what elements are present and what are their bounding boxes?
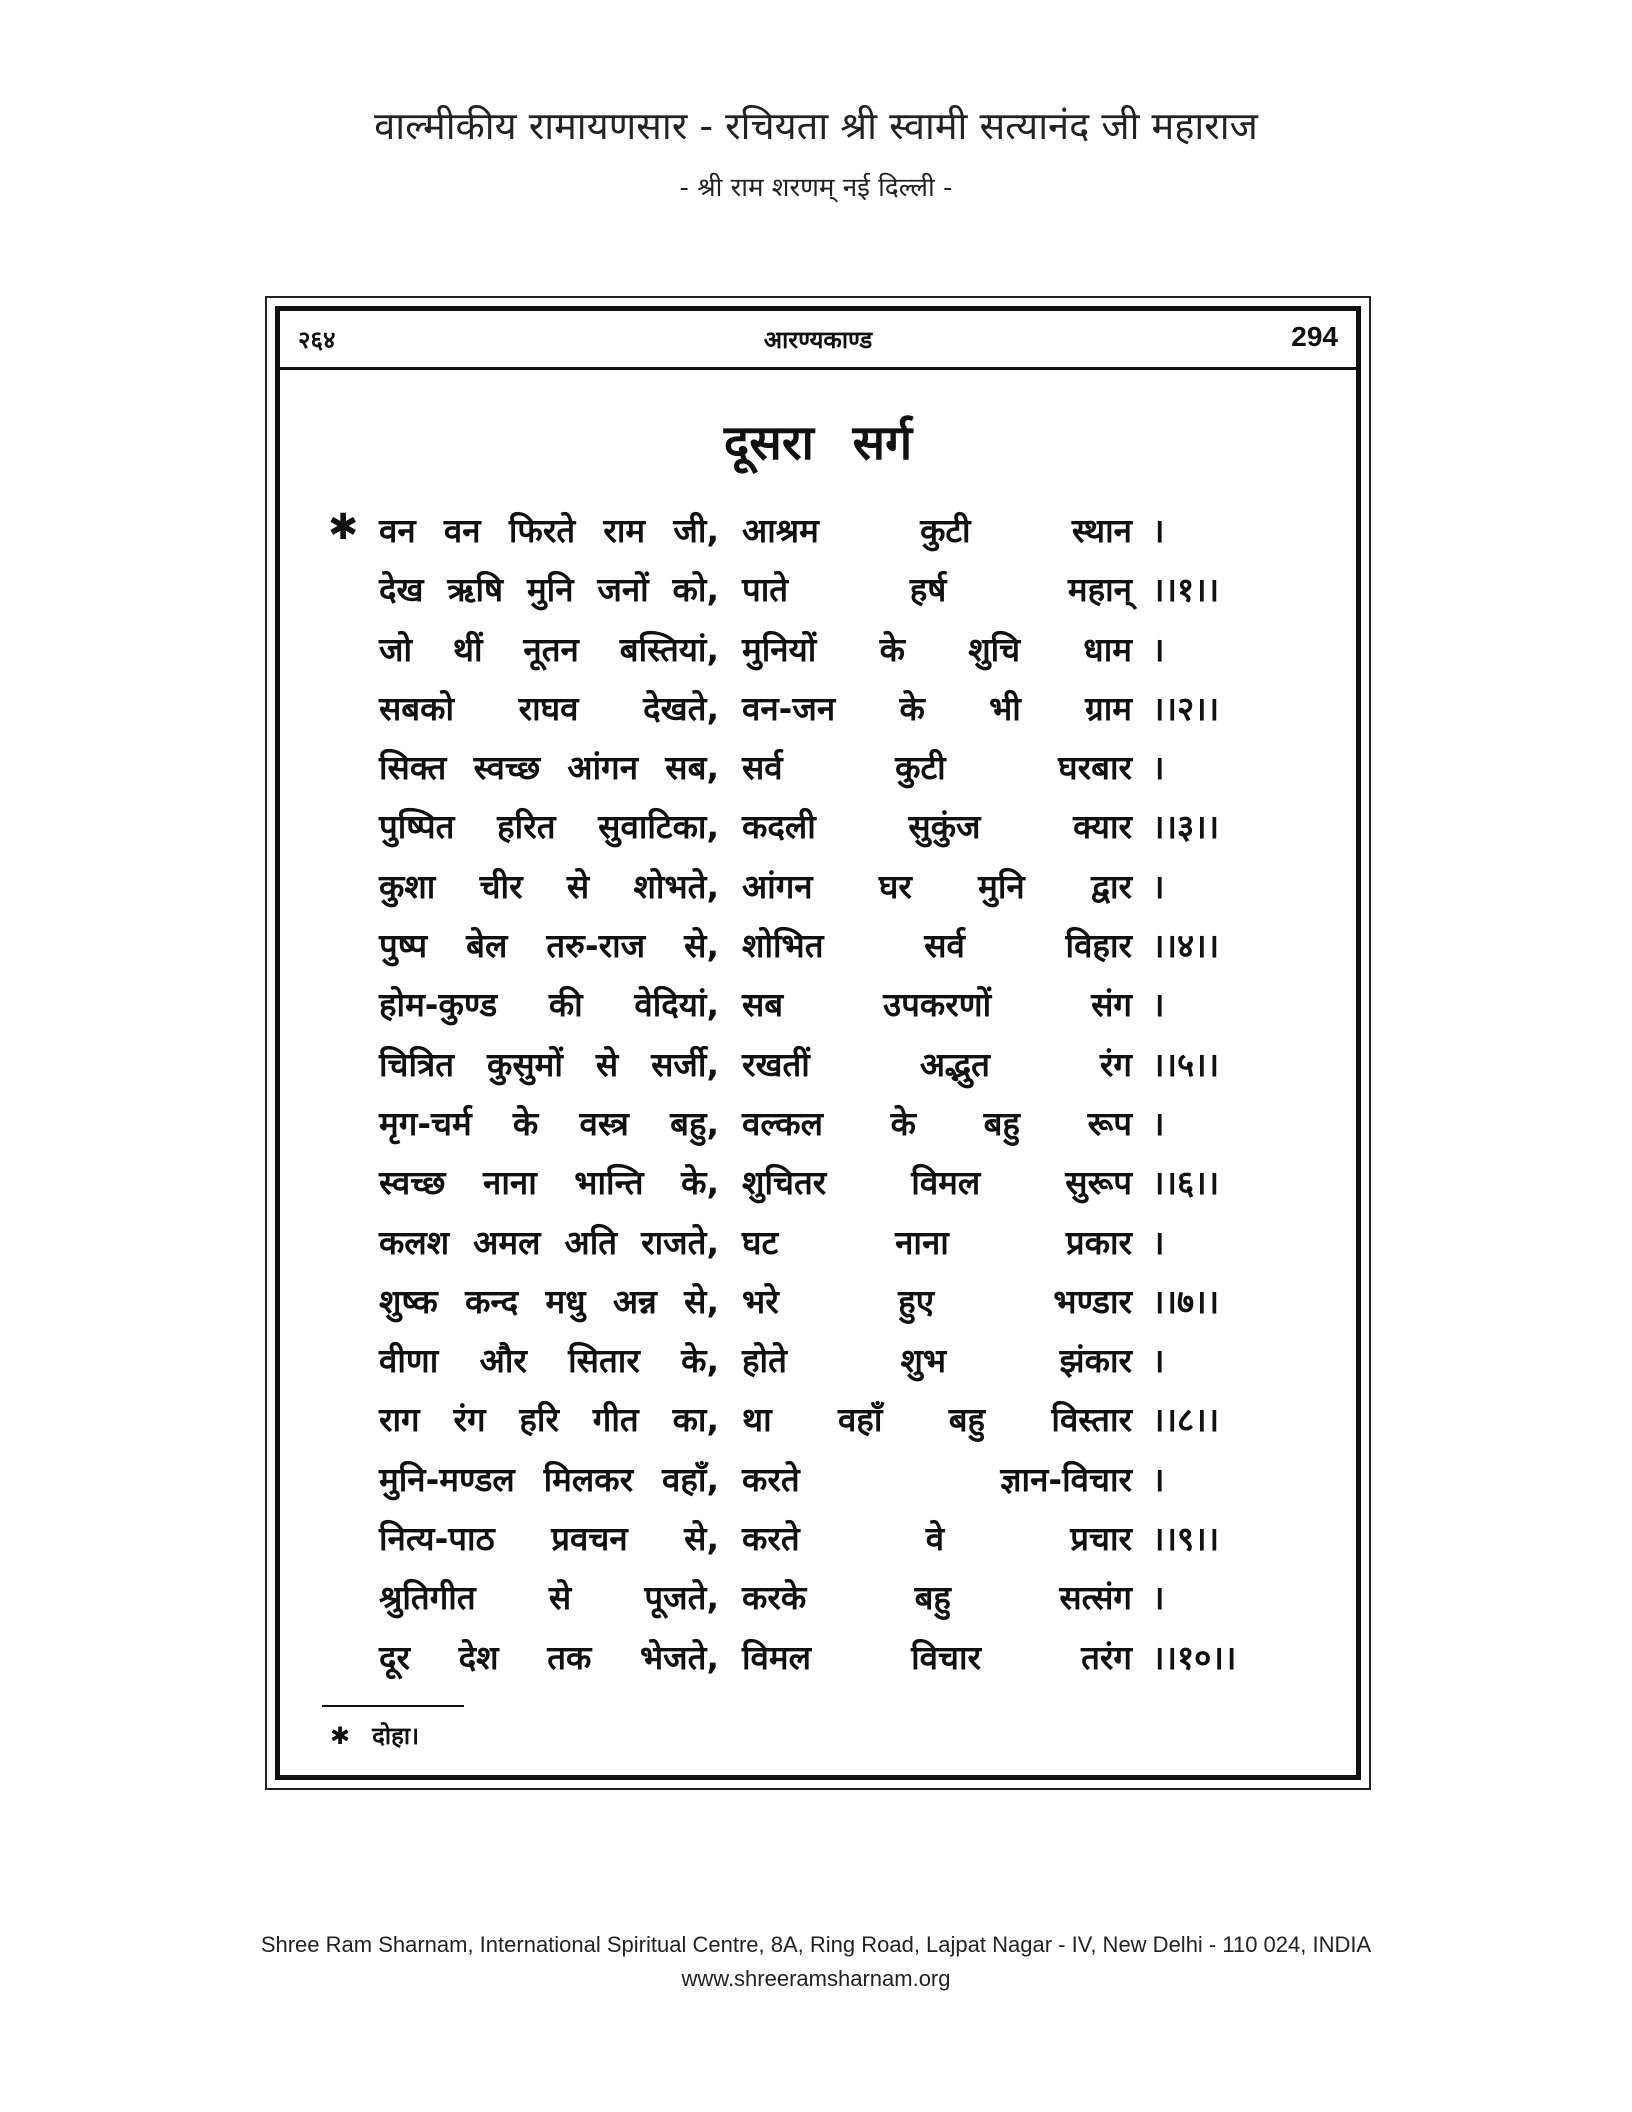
verse-end-marker: ।।५।। xyxy=(1152,1044,1220,1084)
verse-end-marker: । xyxy=(1152,1578,1165,1618)
verse-end-marker: । xyxy=(1152,866,1165,906)
verse-line xyxy=(280,1153,1356,1212)
document-subtitle: - श्री राम शरणम् नई दिल्ली - xyxy=(679,173,953,203)
verse-first-half: नित्य-पाठ प्रवचन से, xyxy=(379,1519,719,1559)
verse-second-half: आंगन घर मुनि द्वार xyxy=(742,866,1132,906)
verse-second-half: कदली सुकुंज क्यार xyxy=(742,807,1132,847)
verse-second-half: करते ज्ञान-विचार xyxy=(742,1459,1132,1499)
page-frame xyxy=(265,296,1371,1790)
verse-line xyxy=(280,679,1356,738)
verse-line xyxy=(280,1509,1356,1568)
verse-line xyxy=(280,975,1356,1034)
verse-second-half: करके बहु सत्संग xyxy=(742,1578,1132,1618)
verse-first-half: होम-कुण्ड की वेदियां, xyxy=(379,985,719,1025)
verse-first-half: स्वच्छ नाना भान्ति के, xyxy=(379,1163,719,1203)
verse-first-half: कुशा चीर से शोभते, xyxy=(379,866,719,906)
verse-end-marker: । xyxy=(1152,1103,1165,1143)
page-running-head xyxy=(298,321,1338,361)
verse-end-marker: ।।३।। xyxy=(1152,807,1220,847)
verse-second-half: पाते हर्ष महान् xyxy=(742,570,1132,610)
verse-first-half: शुष्क कन्द मधु अन्न से, xyxy=(379,1281,719,1321)
page-frame-inner xyxy=(275,306,1361,1780)
verse-end-marker: ।।२।। xyxy=(1152,688,1220,728)
verse-first-half: सबको राघव देखते, xyxy=(379,688,719,728)
verse-second-half: सब उपकरणों संग xyxy=(742,985,1132,1025)
verse-second-half: करते वे प्रचार xyxy=(742,1519,1132,1559)
verse-end-marker: ।।८।। xyxy=(1152,1400,1220,1440)
running-head-divider xyxy=(280,367,1356,370)
verse-end-marker: ।।१।। xyxy=(1152,570,1220,610)
verse-second-half: घट नाना प्रकार xyxy=(742,1222,1132,1262)
verse-end-marker: । xyxy=(1152,1459,1165,1499)
verse-second-half: सर्व कुटी घरबार xyxy=(742,748,1132,788)
verse-end-marker: । xyxy=(1152,511,1165,550)
verse-line xyxy=(280,560,1356,619)
verse-first-half: जो थीं नूतन बस्तियां, xyxy=(379,629,719,669)
footnote-text: दोहा। xyxy=(372,1722,420,1750)
verse-second-half: आश्रम कुटी स्थान xyxy=(742,511,1132,550)
footer-website: www.shreeramsharnam.org xyxy=(681,1966,951,1991)
footnote xyxy=(330,1719,419,1752)
verse-second-half: शुचितर विमल सुरूप xyxy=(742,1163,1132,1203)
verse-first-half: सिक्त स्वच्छ आंगन सब, xyxy=(379,748,719,788)
verse-end-marker: । xyxy=(1152,1222,1165,1262)
chapter-title: दूसरा सर्ग xyxy=(723,415,913,471)
verse-end-marker: । xyxy=(1152,629,1165,669)
verse-second-half: होते शुभ झंकार xyxy=(742,1341,1132,1381)
verse-first-half: वन वन फिरते राम जी, xyxy=(379,511,719,550)
verse-end-marker: ।।१०।। xyxy=(1152,1637,1237,1677)
page-number-hindi: २६४ xyxy=(298,326,336,354)
verse-first-half: मृग-चर्म के वस्त्र बहु, xyxy=(379,1103,719,1143)
verse-first-half: देख ऋषि मुनि जनों को, xyxy=(379,570,719,610)
document-header xyxy=(0,100,1632,204)
verse-mark: ✱ xyxy=(328,507,359,548)
verse-end-marker: । xyxy=(1152,1341,1165,1381)
verse-end-marker: । xyxy=(1152,985,1165,1025)
verse-second-half: शोभित सर्व विहार xyxy=(742,926,1132,966)
verse-line xyxy=(280,1035,1356,1094)
verse-first-half: कलश अमल अति राजते, xyxy=(379,1222,719,1262)
verse-line xyxy=(280,738,1356,797)
verse-second-half: रखतीं अद्भुत रंग xyxy=(742,1044,1132,1084)
footer-address: Shree Ram Sharnam, International Spiritual Centre, 8A, Ring Road, Lajpat Nagar - IV, New Delhi - 110 024, INDIA xyxy=(260,1932,1372,1957)
verse-second-half: मुनियों के शुचि धाम xyxy=(742,629,1132,669)
verse-end-marker: ।।७।। xyxy=(1152,1281,1220,1321)
verse-second-half: वन-जन के भी ग्राम xyxy=(742,688,1132,728)
verse-end-marker: । xyxy=(1152,748,1165,788)
verse-line xyxy=(280,1450,1356,1509)
verse-first-half: वीणा और सितार के, xyxy=(379,1341,719,1381)
verse-second-half: था वहाँ बहु विस्तार xyxy=(742,1400,1132,1440)
verse-line xyxy=(280,1568,1356,1627)
document-footer xyxy=(0,1928,1632,1996)
verse-list xyxy=(280,501,1356,1687)
verse-first-half: पुष्पित हरित सुवाटिका, xyxy=(379,807,719,847)
page-number: 294 xyxy=(1291,321,1338,352)
verse-end-marker: ।।६।। xyxy=(1152,1163,1220,1203)
verse-line xyxy=(280,620,1356,679)
verse-first-half: मुनि-मण्डल मिलकर वहाँ, xyxy=(379,1459,719,1499)
verse-line xyxy=(280,1390,1356,1449)
document-title: वाल्मीकीय रामायणसार - रचियता श्री स्वामी सत्यानंद जी महाराज xyxy=(374,104,1258,148)
verse-line xyxy=(280,1094,1356,1153)
verse-line xyxy=(280,1272,1356,1331)
asterisk-icon: ✱ xyxy=(330,1722,351,1750)
verse-end-marker: ।।९।। xyxy=(1152,1519,1220,1559)
verse-second-half: भरे हुए भण्डार xyxy=(742,1281,1132,1321)
verse-second-half: विमल विचार तरंग xyxy=(742,1637,1132,1677)
verse-first-half: राग रंग हरि गीत का, xyxy=(379,1400,719,1440)
verse-line xyxy=(280,797,1356,856)
verse-first-half: पुष्प बेल तरु-राज से, xyxy=(379,926,719,966)
verse-line xyxy=(280,1213,1356,1272)
verse-end-marker: ।।४।। xyxy=(1152,926,1220,966)
verse-line xyxy=(280,916,1356,975)
verse-first-half: श्रुतिगीत से पूजते, xyxy=(379,1578,719,1618)
verse-first-half: दूर देश तक भेजते, xyxy=(379,1637,719,1677)
verse-line xyxy=(280,501,1356,560)
footnote-divider xyxy=(322,1705,464,1707)
verse-first-half: चित्रित कुसुमों से सर्जी, xyxy=(379,1044,719,1084)
verse-line xyxy=(280,1331,1356,1390)
verse-line xyxy=(280,1628,1356,1687)
verse-line xyxy=(280,857,1356,916)
section-title: आरण्यकाण्ड xyxy=(763,326,873,354)
verse-second-half: वल्कल के बहु रूप xyxy=(742,1103,1132,1143)
